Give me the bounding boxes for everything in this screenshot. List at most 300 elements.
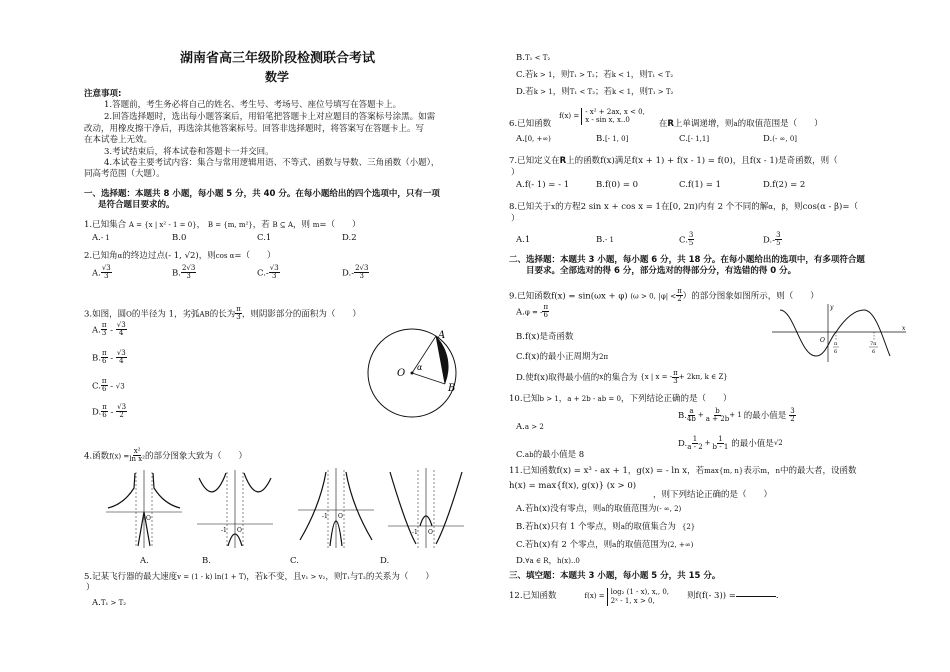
question-1 [84,220,361,231]
q9-opt-value: φ = - [524,308,543,317]
q5-opt-label: A. [92,598,101,608]
q4-text: 的部分图象大致为（ ） [144,451,247,462]
q11-value: (2, +∞) [667,541,694,549]
q6-case: - x² + 2ax, x < 0, [585,107,645,116]
q10-den: a - 2 [687,443,703,452]
q2-text: ，则 [198,251,216,261]
note-line: 4.本试卷主要考试内容：集合与常用逻辑用语、不等式、函数与导数、三角函数（小题）， [104,158,440,168]
q6-piecewise [581,108,645,126]
tick2-den: 6 [872,349,876,355]
q7-fx1: f(x - 1) [749,156,779,166]
q2-cos: cos α [215,252,235,260]
q1-var: m [312,221,320,229]
q4-den: ln x² [129,455,145,464]
q3-num: √3 [116,349,126,357]
q10-op: + [697,411,704,420]
q10-option-a [516,422,544,433]
q11-a: a [601,505,606,513]
q8-options [516,232,782,248]
q7-opt-label: B. [596,180,605,190]
q8-cos: cos(α - β) [802,202,843,212]
q5-paren: ） [86,583,95,593]
q11-option-b [516,522,695,533]
q9-set: {x | x = - [640,373,673,382]
q5-opt-value: T₁ < T₂ [524,54,551,62]
q10-opt-label: D. [678,438,688,449]
q11-text: ，若 [687,466,705,476]
q11-h: h(x) = max{f(x), g(x)} (x > 0) [509,481,637,491]
q6-opt-label: D. [763,134,773,144]
q3-circle-figure [364,325,460,421]
q2-num: 2√3 [181,264,196,272]
q8-stem: 8.已知关于 [509,202,552,212]
section-heading: 是符合题目要求的。 [98,200,175,210]
q2-text: 的终边过点 [122,251,165,261]
question-4 [84,448,247,464]
q11-text: ， [627,466,637,476]
center-point [411,372,414,375]
q2-opt-label: A. [92,268,101,279]
q7-opt-label: C. [679,180,688,190]
q5-stem: 5.记某飞行器的最大速度 [84,572,178,582]
axis-tick: -1 [322,513,328,520]
q6-stem: 6.已知函数 [509,119,552,129]
q5-text: ，则 [325,572,343,582]
q6-option-c [679,134,763,145]
q6-option-a [516,134,596,145]
q11-f: f(x) = x³ - ax + 1 [556,466,628,476]
note-line: 1.答题前，考生务必将自己的姓名、考生号、考场号、座位号填写在答题卡上。 [104,100,402,110]
q6-text: 在 [658,119,668,129]
q10-op: + [704,439,711,448]
q9-opt-label: D.使 [516,372,534,383]
q10-num: a [689,407,694,415]
q8-option-c [679,232,763,248]
q3-num: √3 [115,382,125,391]
section-heading: 一、选择题：本题共 8 小题，每小题 5 分，共 40 分。在每小题给出的四个选项中，只有一项 [84,189,440,199]
q12-piecewise [607,588,669,606]
q7-opt-label: D. [763,180,773,190]
label-a: A [438,330,446,341]
q11-text: 中的最大者，设函数 [780,466,857,476]
q12-case: 2ˣ - 1, x > 0, [610,596,655,605]
q10-option-b [678,408,796,424]
q11-a: a [620,523,625,531]
q9-opt-label: A. [516,307,525,318]
q3-opt-label: C. [92,381,101,392]
q7-text: ，且 [732,156,750,166]
q5-option-c [516,70,673,81]
q8-num: 3 [776,231,781,239]
q4-stem: 4.函数 [84,451,110,462]
q10-num: 1 [692,435,698,443]
answer-blank[interactable] [736,596,776,597]
question-2 [84,251,276,262]
q3-num: π [101,321,107,329]
q3-opt-label: A. [92,325,101,336]
q5-opt-part: ，则 [631,87,649,97]
question-5 [84,572,434,583]
q10-num: b [715,407,720,415]
q7-fx: f(x) [600,156,615,166]
q11-g: g(x) = - ln x [636,466,688,476]
q9-opt-label: C. [516,352,525,362]
q2-option-d [342,265,369,281]
q9-text: 的最小正周期为 [539,352,599,362]
q2-den: 3 [186,272,191,281]
q2-opt-label: D. [342,268,352,279]
note-line: 在本试卷上无效。 [84,135,153,145]
q5-option-b [516,53,550,64]
q10-text: ，下列结论正确的是（ ） [620,394,732,404]
q6-option-b [596,134,679,145]
q11-text: 没有零点，则 [550,504,602,514]
q2-den: 3 [272,272,277,281]
radius-ob [412,373,445,384]
q3-den: 4 [119,357,124,366]
q11-text: 的取值范围为 [605,504,657,514]
q2-options [92,265,369,281]
q11-value: ∀a ∈ R [525,557,549,565]
q10-opt-label: B. [678,410,687,421]
q1-text: ，则 [293,220,311,230]
q3-op: - [110,381,114,392]
q8-alpha: α [768,203,773,211]
q6-tail [659,119,823,130]
q8-beta: β [781,203,786,211]
q6-opt-value: [- 1,1] [687,135,710,143]
q5-text: ，若 [246,572,264,582]
q11-max: max{m, n} [704,467,744,475]
q4-graph-d [386,466,466,550]
q10-den: a + 2b [705,415,730,424]
q3-option-c [92,378,125,394]
q1-opt-label: A. [92,233,101,243]
q9-func: f(x) = sin(ωx + φ) [551,291,628,302]
q7-options [516,180,805,191]
q4-label-a: A. [140,556,149,566]
q5-opt-label: D.若 [516,87,534,97]
q11-opt-label: C.若 [516,540,534,550]
q8-text: 内有 2 个不同的解 [697,202,769,212]
q7-opt-label: A. [516,180,525,190]
q9-text: 是奇函数 [539,332,574,342]
q8-num: 3 [688,231,694,239]
q6-func: f(x) = [559,111,580,120]
q3-den: 6 [101,385,107,394]
q8-sign: - [772,235,776,246]
q12-text: 则 [687,591,696,602]
q3-den: 3 [101,329,107,338]
q9-f: f(x) [533,372,549,383]
q10-eq: a + 2b - ab = 0 [567,395,621,403]
q9-option-c [516,352,608,363]
q11-h: h(x) [533,522,551,532]
q5-option-d [516,87,673,98]
question-6 [509,103,823,130]
q12-stem: 12.已知函数 [509,591,557,602]
q3-op: - [110,325,114,336]
q11-n: n [775,467,781,475]
q11-option-a [516,504,681,515]
tick1-den: 6 [834,349,838,355]
q10-opt-value: ab [524,451,534,459]
note-line: 2.回答选择题时，选出每小题答案后，用铅笔把答题卡上对应题目的答案标号涂黑。如需 [104,112,436,122]
q6-option-d [763,134,797,145]
q9-num: π [543,303,549,311]
q2-num: √3 [269,264,279,272]
q3-den: 4 [118,329,124,338]
q9-text: ）的部分图象如图所示，则（ ） [682,291,819,302]
q2-alpha: α [117,252,123,260]
q10-text: ， [558,394,568,404]
q5-cond: v₁ > v₂ [301,573,326,581]
q5-opt-part: ，则 [552,87,570,97]
q1-text: =（ ） [319,220,361,230]
q8-x: x [551,203,556,211]
q9-num: π [673,369,678,377]
q3-op: - [110,407,114,418]
q11-text: 的取值范围为 [616,540,668,550]
q10-option-d [678,436,783,452]
q9-text: 的集合为 [603,372,638,383]
q7-stem: 7.已知定义在 [509,156,560,166]
q11-h: h(x) [533,504,551,514]
q9-cond: (ω > 0, [630,292,656,301]
q8-opt-label: D. [763,235,773,246]
q1-set-a: A = {x | x² - 1 = 0} [128,221,197,229]
q8-den: 5 [688,239,694,248]
question-3 [84,306,361,322]
q2-num: 2√3 [355,264,369,272]
q8-text: 在 [660,202,670,212]
q4-label-d: D. [380,556,390,566]
q3-stem: 3.如图，圆 [84,309,127,320]
question-7 [509,156,838,167]
q5-opt-part: ；若 [595,87,613,97]
q4-func: f(x) = [109,452,130,461]
q5-text: 不变，且 [267,572,302,582]
q3-num: π [101,377,107,385]
q11-m: m [760,467,768,475]
q1-cond: B ⊆ A [272,221,294,229]
q8-opt-label: B. [596,234,605,245]
section-heading: 二、选择题：本题共 3 小题，每小题 6 分，共 18 分。在每小题给出的选项中，有多项符合题 [509,255,865,265]
q7-option-a [516,180,596,191]
q9-stem: 9.已知函数 [509,291,552,302]
q10-num: 3 [790,407,795,415]
q7-opt-value: f(0) = 0 [604,180,639,190]
q10-stem: 10.已知 [509,394,540,404]
q10-den: 4b [686,415,696,424]
q11-opt-label: A.若 [516,504,534,514]
q3-den: 6 [102,411,107,420]
q11-stem: 11.已知函数 [509,466,557,476]
q10-op: + 1 [729,411,742,420]
q10-den: 2 [790,415,795,424]
note-line: 3.考试结束后，将本试卷和答题卡一并交回。 [104,147,274,157]
q11-opt-label: D. [516,556,526,566]
q11-value: (- ∞, 2) [656,505,682,513]
q7-option-c [679,180,763,191]
q3-option-d [92,404,127,420]
q2-sign: - [351,268,355,279]
axis-tick: -1 [221,527,227,534]
q6-opt-label: B. [596,134,605,144]
q3-option-b [92,350,127,366]
q7-text: 上的函数 [566,156,601,166]
q5-opt-part: k > 1 [533,71,553,79]
q8-option-d [763,232,782,248]
notes-heading: 注意事项: [84,89,122,99]
q5-k: k [263,573,268,581]
q11-option-d [516,556,580,567]
q2-den: 3 [104,272,109,281]
q5-opt-label: B. [516,53,525,63]
q2-opt-label: B. [172,268,181,279]
q5-text: 与 [349,572,359,582]
q10-opt-label: A. [516,422,525,432]
q8-paren: ） [511,214,520,224]
q6-opt-value: (- ∞, 0] [772,135,798,143]
q2-option-b [172,265,257,281]
q9-option-d [516,370,728,386]
q8-opt-label: C. [679,235,688,246]
q6-opt-label: A. [516,134,525,144]
q9-sine-graph [770,302,910,364]
graph-x-label: x [902,325,906,332]
q8-text: =（ [842,202,858,212]
q5-opt-part: k < 1 [612,88,632,96]
q8-text: ， [772,202,782,212]
axis-origin: O [146,515,151,522]
q2-sign: - [265,268,269,279]
q5-text: 的关系为（ ） [365,572,434,582]
q6-opt-label: C. [679,134,688,144]
q1-options [92,233,402,244]
q8-text: 的方程 [555,202,581,212]
q9-option-a [516,304,549,320]
q12-case: log₂ (1 - x), x,, 0, [610,588,670,596]
q5-opt-value: T₁ > T₂ [100,599,127,607]
q10-cond: b > 1 [539,395,559,403]
q3-text: 的长为 [209,309,236,320]
axis-origin: O [428,529,433,536]
q11-h: h(x) [533,540,551,550]
page-title: 湖南省高三年级阶段检测联合考试 [180,51,376,66]
question-8 [509,202,858,213]
q1-stem: 1.已知集合 [84,220,127,230]
q7-option-d [763,180,805,191]
q12-ask: f(f(- 3)) = [695,591,736,602]
q7-eq: f(x + 1) + f(x - 1) = f(0) [631,156,733,166]
q10-num: 1 [718,435,723,443]
q7-opt-value: f(- 1) = - 1 [524,180,570,190]
q6-options [516,134,797,145]
q9-value: 2π [599,353,609,361]
q10-opt-value: √2 [773,439,783,448]
q1-text: ， [196,220,206,230]
graph-y-label: y [830,304,834,311]
q9-den: 3 [673,377,678,386]
q1-option-c: C.1 [257,233,272,243]
q12-text: . [775,591,779,602]
q10-option-c [516,450,584,461]
q5-opt-part: ，则 [630,70,648,80]
q6-text: 的取值范围是（ ） [737,119,823,129]
q9-den: 2 [677,295,682,304]
q11-line2 [509,481,636,492]
note-line: 同高考范围（大题）。 [84,169,165,179]
q1-set-b: B = {m, m²} [207,221,253,229]
q1-opt-value: - 1 [100,234,110,242]
q11-text: 只有 1 个零点，则 [550,522,621,532]
shaded-segment [436,336,449,384]
q11-a: a [612,541,617,549]
q8-option-a: A.1 [516,234,531,245]
q7-paren: ） [511,168,520,178]
tick1-num: π [834,341,838,347]
q3-len-num: π [236,305,241,313]
section-heading: 三、填空题：本题共 3 小题，每小题 5 分，共 15 分。 [509,571,721,581]
q7-r: R [559,156,567,166]
q8-den: 5 [776,239,781,248]
q5-opt-part: k < 1 [611,71,631,79]
label-alpha: α [417,363,423,372]
q2-point: (- 1, √2) [164,251,199,261]
q9-text: 取得最小值的 [548,372,600,383]
q5-opt-part: ，则 [552,70,570,80]
q2-den: 3 [359,272,365,281]
q11-opt-label: B.若 [516,522,534,532]
q11-text: ， [767,466,776,476]
q8-interval: [0, 2π) [669,202,698,212]
q5-opt-part: T₁ < T₂ [647,71,674,79]
q3-num: π [101,349,107,357]
q4-num: x² [133,447,141,455]
q2-opt-label: C. [257,268,266,279]
note-line: 改动，用橡皮擦干净后，再选涂其他答案标号。回答非选择题时，将答案写在答题卡上。写 [84,124,425,134]
q9-den: 6 [543,311,548,320]
subject-title: 数学 [265,70,290,84]
q1-option-a [92,233,172,244]
q5-formula: v = (1 - k) ln(1 + T) [177,573,247,581]
q5-opt-part: T₁ < T₂ [569,88,596,96]
q5-opt-part: k > 1 [533,88,553,96]
q4-graph-b [195,468,275,550]
q9-f: f(x) [524,352,540,362]
q5-option-a [92,598,126,609]
q10-text: 的最小值是 [743,410,787,421]
tick2-num: 7π [870,341,877,347]
q3-num: √3 [116,321,126,329]
q7-opt-value: f(2) = 2 [772,180,806,190]
q2-option-c [257,265,342,281]
q3-den: 2 [119,411,124,420]
section-heading: 目要求。全部选对的得 6 分，部分选对的得部分分，有选错的得 0 分。 [526,266,797,276]
q10-text: 的最小值是 8 [533,450,585,460]
q10-opt-label: C. [516,450,525,460]
q2-text: =（ ） [234,251,276,261]
q10-text: 的最小值是 [731,438,774,449]
q3-num: π [102,403,107,411]
q10-den: b - 1 [712,443,729,452]
q1-option-b: B.0 [172,233,187,243]
label-o: O [397,368,406,379]
q10-opt-value: a > 2 [524,423,544,431]
q6-var: a [733,120,738,128]
q4-label-b: B. [202,556,211,566]
